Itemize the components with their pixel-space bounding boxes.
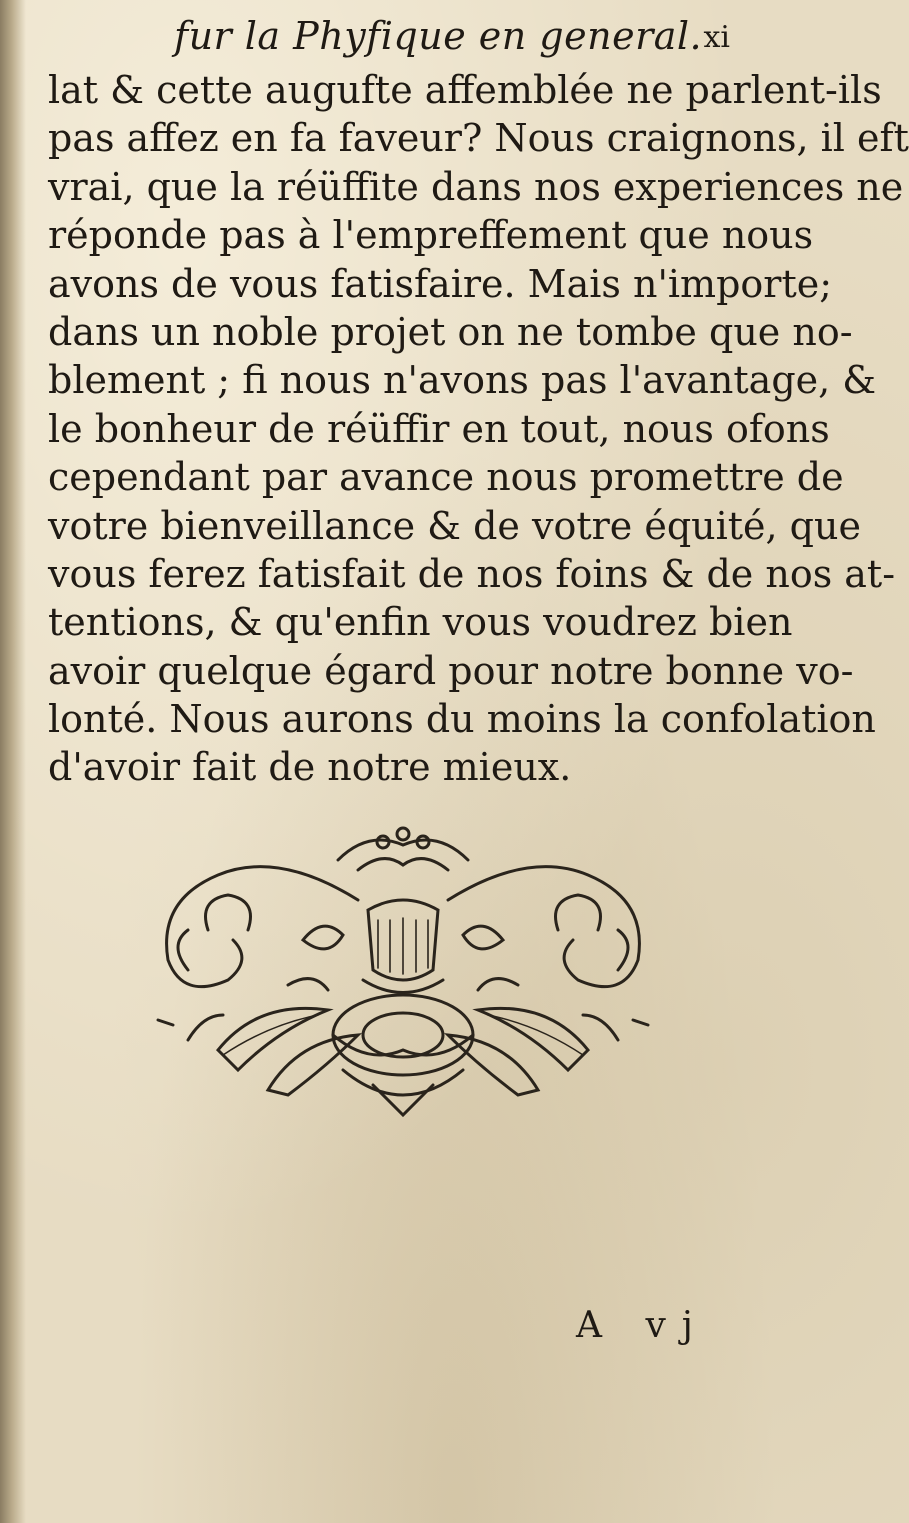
text-line: vrai, que la réüffite dans nos experiences ne [48,164,904,209]
text-line: lat & cette augufte affemblée ne parlent-ils [48,68,882,112]
text-line: lonté. Nous aurons du moins la confolation [48,697,876,742]
text-line: cependant par avance nous promettre de [48,455,844,500]
text-line: avoir quelque égard pour notre bonne vo- [48,648,854,693]
text-line: dans un noble projet on ne tombe que no- [48,309,853,354]
page-number: xi [703,20,730,55]
text-line-last: d'avoir fait de notre mieux. [48,745,572,790]
signature-mark: A vj [576,1305,709,1346]
page-binding-edge [0,0,26,1523]
text-line: blement ; fi nous n'avons pas l'avantage, & [48,358,877,403]
page-header [170,14,740,74]
text-line: tentions, & qu'enfin vous voudrez bien [48,600,793,645]
text-line: votre bienveillance & de votre équité, que [48,503,861,548]
text-line: vous ferez fatisfait de nos foins & de nos at- [48,551,896,596]
text-line: avons de vous fatisfaire. Mais n'importe; [48,261,833,306]
text-line: pas affez en fa faveur? Nous craignons, il eft [48,116,909,161]
text-line: réponde pas à l'empreffement que nous [48,213,814,258]
floral-vignette-icon [128,820,678,1125]
body-text [48,66,909,792]
text-line: le bonheur de réüffir en tout, nous ofons [48,406,830,451]
running-title: fur la Phyfique en general. [174,14,703,58]
